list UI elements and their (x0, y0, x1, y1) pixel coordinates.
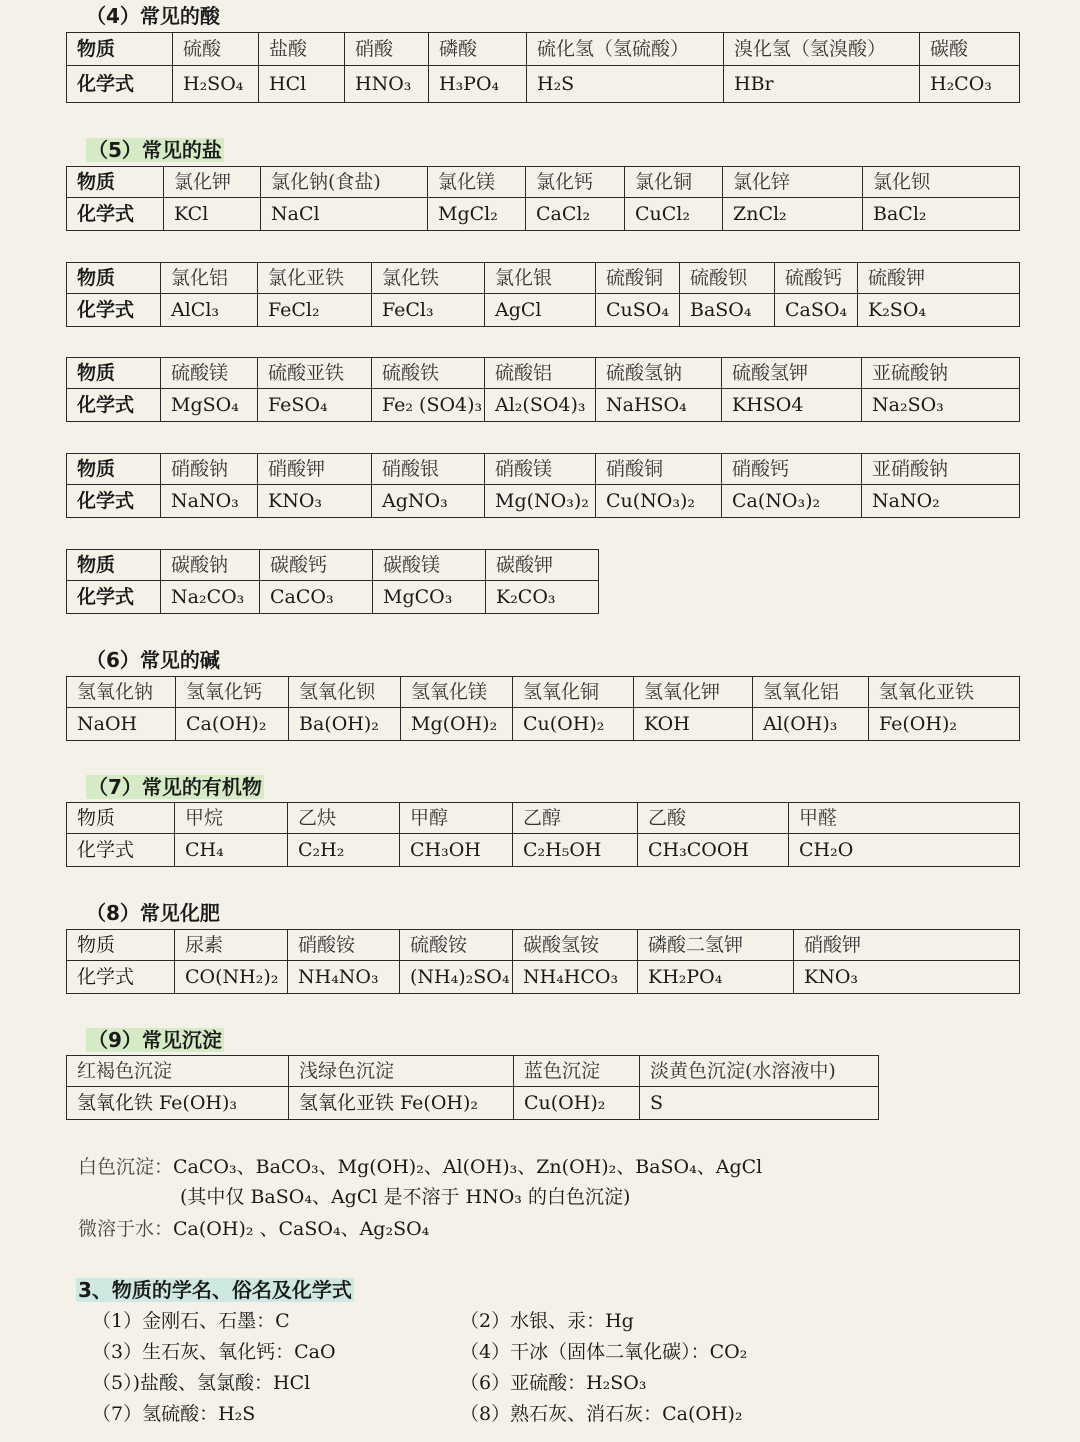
name-item: （3）生石灰、氧化钙：CaO (92, 1341, 336, 1363)
substance-cell: 氯化锌 (723, 167, 863, 198)
substance-cell: 硝酸钠 (161, 454, 258, 485)
formula-cell: HNO₃ (345, 66, 429, 103)
white-precipitate-line (78, 1155, 762, 1179)
substance-cell: 氯化钾 (164, 167, 261, 198)
formula-cell: CaCO₃ (260, 581, 373, 614)
precipitates-table (66, 1055, 879, 1120)
bases-table (66, 676, 1020, 741)
name-item: （5）)盐酸、氢氯酸：HCl (92, 1372, 311, 1394)
slightly-soluble-list: Ca(OH)₂ 、CaSO₄、Ag₂SO₄ (173, 1218, 430, 1240)
precipitates-heading: （9）常见沉淀 (88, 1028, 222, 1052)
substance-cell: 硫酸铝 (485, 358, 596, 389)
formula-row (67, 485, 1020, 518)
base-name-cell: 氢氧化钠 (67, 677, 176, 708)
substance-cell: 亚硝酸钠 (862, 454, 1020, 485)
formula-row (67, 198, 1020, 231)
substance-cell: 硝酸铵 (288, 930, 400, 961)
substance-cell: 硝酸钾 (258, 454, 372, 485)
row-label: 物质 (67, 263, 161, 294)
substance-cell: 溴化氢（氢溴酸） (724, 33, 920, 66)
formula-cell: Mg(OH)₂ (401, 708, 513, 741)
formula-cell: K₂SO₄ (858, 294, 1020, 327)
formula-cell: NH₄NO₃ (288, 961, 400, 994)
formula-cell: FeCl₃ (372, 294, 485, 327)
formula-cell: CH₃OH (400, 834, 513, 867)
acids-heading: （4）常见的酸 (86, 4, 220, 28)
substance-cell: 碳酸 (920, 33, 1020, 66)
row-label: 物质 (67, 358, 161, 389)
formula-cell: CuCl₂ (625, 198, 723, 231)
salts-table-1 (66, 166, 1020, 231)
substance-cell: 硝酸 (345, 33, 429, 66)
formula-row (67, 66, 1020, 103)
formula-cell: Fe₂ (SO4)₃ (372, 389, 485, 422)
formula-cell: NaCl (261, 198, 428, 231)
white-precipitate-list: CaCO₃、BaCO₃、Mg(OH)₂、Al(OH)₃、Zn(OH)₂、BaSO₄、AgCl (173, 1156, 763, 1178)
substance-cell: 碳酸氢铵 (513, 930, 638, 961)
formula-row (67, 834, 1020, 867)
row-label: 化学式 (67, 66, 173, 103)
acids-table (66, 32, 1020, 103)
base-name-cell: 氢氧化钙 (176, 677, 289, 708)
formula-cell: K₂CO₃ (486, 581, 599, 614)
base-name-cell: 氢氧化铜 (513, 677, 634, 708)
formula-cell: AgCl (485, 294, 596, 327)
row-label: 化学式 (67, 834, 175, 867)
substance-cell: 氯化亚铁 (258, 263, 372, 294)
formula-cell: KOH (634, 708, 753, 741)
formula-cell: NH₄HCO₃ (513, 961, 638, 994)
row-label: 化学式 (67, 389, 161, 422)
formula-cell: Ba(OH)₂ (289, 708, 401, 741)
formula-cell: CH₃COOH (638, 834, 789, 867)
substance-cell: 碳酸钾 (486, 550, 599, 581)
substance-cell: 硝酸镁 (485, 454, 596, 485)
salts-table-5 (66, 549, 599, 614)
substance-cell: 硫酸钾 (858, 263, 1020, 294)
substance-cell: 硫酸钙 (775, 263, 858, 294)
formula-cell: HBr (724, 66, 920, 103)
row-label: 物质 (67, 167, 164, 198)
formula-cell: H₂SO₄ (173, 66, 259, 103)
substance-row (67, 167, 1020, 198)
formula-cell: CO(NH₂)₂ (175, 961, 288, 994)
substance-cell: 硫化氢（氢硫酸） (527, 33, 724, 66)
header-row (67, 1056, 879, 1087)
formula-cell: CuSO₄ (596, 294, 680, 327)
substance-cell: 硫酸镁 (161, 358, 258, 389)
substance-cell: 硫酸亚铁 (258, 358, 372, 389)
salts-table-2 (66, 262, 1020, 327)
formula-cell: BaSO₄ (680, 294, 775, 327)
white-precipitate-note: (其中仅 BaSO₄、AgCl 是不溶于 HNO₃ 的白色沉淀) (180, 1186, 631, 1208)
substance-cell: 硝酸钾 (794, 930, 1020, 961)
formula-cell: BaCl₂ (863, 198, 1020, 231)
precipitate-value-cell: 氢氧化亚铁 Fe(OH)₂ (289, 1087, 514, 1120)
base-name-cell: 氢氧化镁 (401, 677, 513, 708)
substance-cell: 碳酸镁 (373, 550, 486, 581)
substance-cell: 氯化钙 (526, 167, 625, 198)
formula-cell: Al₂(SO4)₃ (485, 389, 596, 422)
base-name-cell: 氢氧化钡 (289, 677, 401, 708)
formula-cell: CaCl₂ (526, 198, 625, 231)
substance-row (67, 930, 1020, 961)
name-item: （8）熟石灰、消石灰：Ca(OH)₂ (460, 1403, 743, 1425)
row-label: 化学式 (67, 198, 164, 231)
substance-cell: 甲烷 (175, 803, 288, 834)
substance-cell: 乙醇 (513, 803, 638, 834)
substance-cell: 氯化铝 (161, 263, 258, 294)
substance-cell: 氯化钡 (863, 167, 1020, 198)
substance-cell: 碳酸钠 (161, 550, 260, 581)
formula-cell: MgCl₂ (428, 198, 526, 231)
row-label: 物质 (67, 930, 175, 961)
salts-heading: （5）常见的盐 (88, 138, 222, 162)
fertilizers-table (66, 929, 1020, 994)
substance-cell: 硫酸铁 (372, 358, 485, 389)
name-item: （6）亚硫酸：H₂SO₃ (460, 1372, 647, 1394)
substance-cell: 氯化银 (485, 263, 596, 294)
formula-cell: Na₂CO₃ (161, 581, 260, 614)
name-item: （7）氢硫酸：H₂S (92, 1403, 256, 1425)
substance-cell: 乙酸 (638, 803, 789, 834)
substance-cell: 甲醇 (400, 803, 513, 834)
formula-cell: Fe(OH)₂ (869, 708, 1020, 741)
row-label: 物质 (67, 550, 161, 581)
substance-row (67, 550, 599, 581)
row-label: 化学式 (67, 961, 175, 994)
row-label: 化学式 (67, 294, 161, 327)
substance-cell: 氯化镁 (428, 167, 526, 198)
formula-cell: NaNO₂ (862, 485, 1020, 518)
formula-cell: CaSO₄ (775, 294, 858, 327)
formula-cell: KNO₃ (258, 485, 372, 518)
salts-table-4 (66, 453, 1020, 518)
substance-cell: 氯化铁 (372, 263, 485, 294)
formula-cell: KHSO4 (722, 389, 862, 422)
names-section-heading: 3、物质的学名、俗名及化学式 (78, 1278, 352, 1302)
formula-cell: AlCl₃ (161, 294, 258, 327)
substance-cell: 硝酸钙 (722, 454, 862, 485)
base-name-cell: 氢氧化铝 (753, 677, 869, 708)
formula-cell: FeSO₄ (258, 389, 372, 422)
precipitate-color-cell: 蓝色沉淀 (514, 1056, 640, 1087)
substance-cell: 硝酸铜 (596, 454, 722, 485)
formula-row (67, 708, 1020, 741)
organics-table (66, 802, 1020, 867)
row-label: 物质 (67, 803, 175, 834)
precipitate-value-cell: Cu(OH)₂ (514, 1087, 640, 1120)
name-row (67, 677, 1020, 708)
precipitate-value-cell: S (640, 1087, 879, 1120)
substance-row (67, 358, 1020, 389)
substance-cell: 硫酸氢钠 (596, 358, 722, 389)
formula-cell: AgNO₃ (372, 485, 485, 518)
formula-cell: HCl (259, 66, 345, 103)
substance-cell: 氯化铜 (625, 167, 723, 198)
substance-cell: 磷酸 (429, 33, 527, 66)
substance-row (67, 454, 1020, 485)
precipitate-color-cell: 浅绿色沉淀 (289, 1056, 514, 1087)
formula-cell: H₃PO₄ (429, 66, 527, 103)
formula-cell: ZnCl₂ (723, 198, 863, 231)
formula-cell: CH₂O (789, 834, 1020, 867)
substance-cell: 盐酸 (259, 33, 345, 66)
organics-heading: （7）常见的有机物 (88, 775, 262, 799)
fertilizers-heading: （8）常见化肥 (86, 901, 220, 925)
formula-cell: KNO₃ (794, 961, 1020, 994)
substance-cell: 磷酸二氢钾 (638, 930, 794, 961)
formula-cell: NaOH (67, 708, 176, 741)
substance-cell: 硫酸钡 (680, 263, 775, 294)
formula-cell: NaHSO₄ (596, 389, 722, 422)
row-label: 化学式 (67, 581, 161, 614)
row-label: 物质 (67, 454, 161, 485)
formula-cell: Mg(NO₃)₂ (485, 485, 596, 518)
formula-cell: Cu(NO₃)₂ (596, 485, 722, 518)
precipitate-color-cell: 红褐色沉淀 (67, 1056, 289, 1087)
formula-cell: NaNO₃ (161, 485, 258, 518)
value-row (67, 1087, 879, 1120)
name-item: （1）金刚石、石墨：C (92, 1310, 290, 1332)
formula-cell: (NH₄)₂SO₄ (400, 961, 513, 994)
precipitate-value-cell: 氢氧化铁 Fe(OH)₃ (67, 1087, 289, 1120)
base-name-cell: 氢氧化钾 (634, 677, 753, 708)
formula-cell: Na₂SO₃ (862, 389, 1020, 422)
row-label: 化学式 (67, 485, 161, 518)
substance-cell: 尿素 (175, 930, 288, 961)
substance-cell: 硫酸 (173, 33, 259, 66)
salts-table-3 (66, 357, 1020, 422)
substance-cell: 硝酸银 (372, 454, 485, 485)
formula-cell: C₂H₅OH (513, 834, 638, 867)
row-label: 物质 (67, 33, 173, 66)
bases-heading: （6）常见的碱 (86, 648, 220, 672)
formula-cell: Al(OH)₃ (753, 708, 869, 741)
precipitate-color-cell: 淡黄色沉淀(水溶液中) (640, 1056, 879, 1087)
formula-cell: H₂S (527, 66, 724, 103)
formula-cell: KH₂PO₄ (638, 961, 794, 994)
substance-row (67, 803, 1020, 834)
formula-cell: FeCl₂ (258, 294, 372, 327)
formula-cell: C₂H₂ (288, 834, 400, 867)
formula-cell: Ca(NO₃)₂ (722, 485, 862, 518)
name-item: （2）水银、汞：Hg (460, 1310, 634, 1332)
formula-cell: MgCO₃ (373, 581, 486, 614)
name-item: （4）干冰（固体二氧化碳）：CO₂ (460, 1341, 748, 1363)
formula-cell: KCl (164, 198, 261, 231)
base-name-cell: 氢氧化亚铁 (869, 677, 1020, 708)
substance-cell: 甲醛 (789, 803, 1020, 834)
substance-cell: 碳酸钙 (260, 550, 373, 581)
substance-cell: 乙炔 (288, 803, 400, 834)
substance-row (67, 33, 1020, 66)
formula-cell: Ca(OH)₂ (176, 708, 289, 741)
formula-row (67, 581, 599, 614)
substance-cell: 硫酸氢钾 (722, 358, 862, 389)
formula-cell: H₂CO₃ (920, 66, 1020, 103)
substance-row (67, 263, 1020, 294)
substance-cell: 氯化钠(食盐) (261, 167, 428, 198)
substance-cell: 硫酸铵 (400, 930, 513, 961)
formula-cell: CH₄ (175, 834, 288, 867)
substance-cell: 亚硫酸钠 (862, 358, 1020, 389)
formula-cell: Cu(OH)₂ (513, 708, 634, 741)
slightly-soluble-label: 微溶于水： (78, 1218, 174, 1240)
formula-row (67, 294, 1020, 327)
formula-row (67, 961, 1020, 994)
white-precipitate-label: 白色沉淀： (78, 1156, 174, 1178)
formula-row (67, 389, 1020, 422)
substance-cell: 硫酸铜 (596, 263, 680, 294)
slightly-soluble-line (78, 1217, 429, 1241)
formula-cell: MgSO₄ (161, 389, 258, 422)
